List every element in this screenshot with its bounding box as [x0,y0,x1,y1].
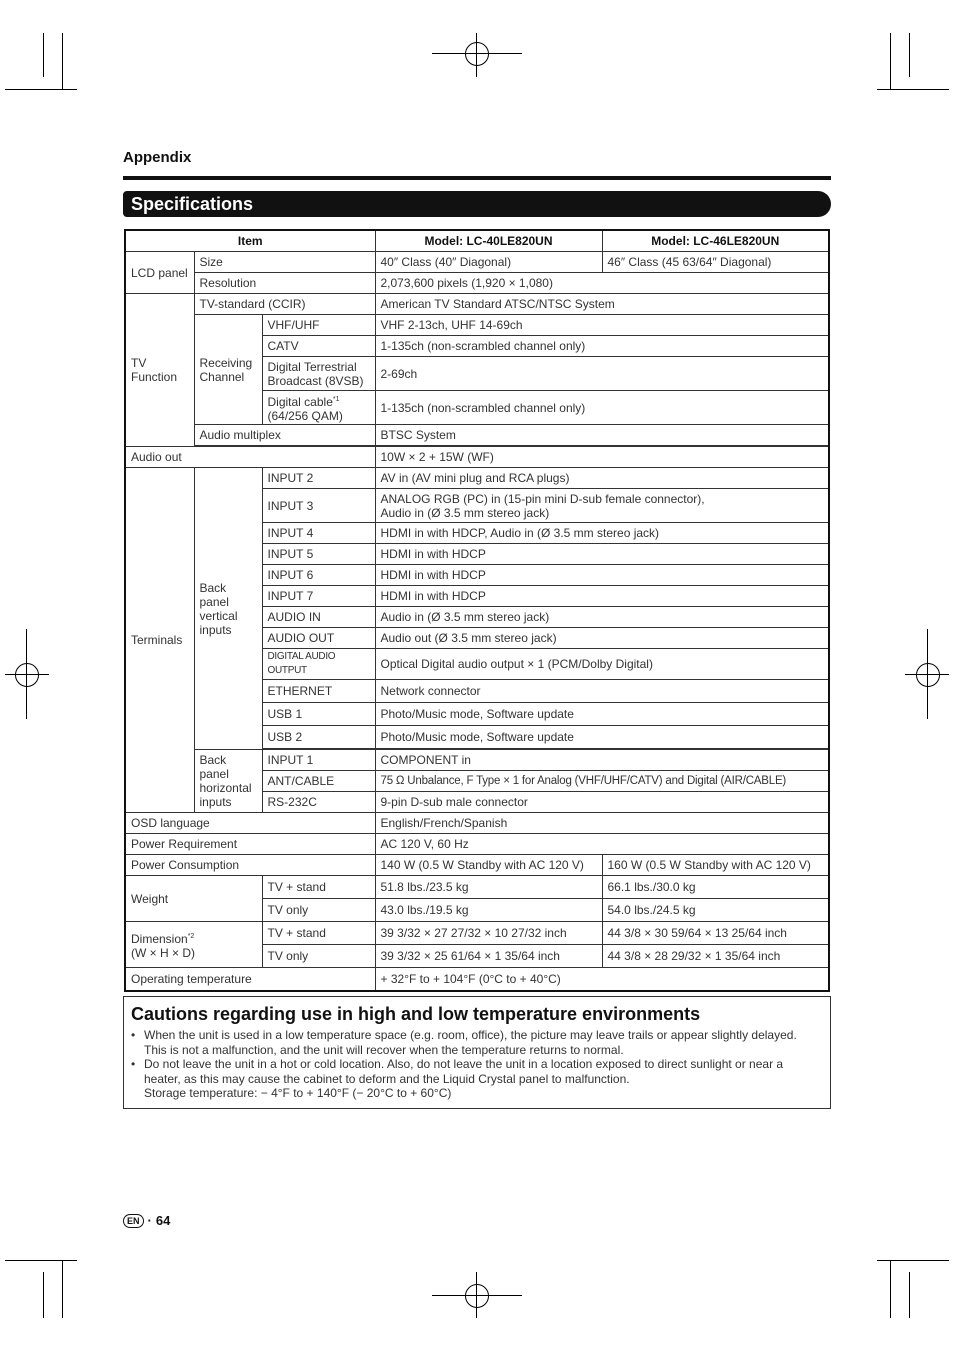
cell-value: Photo/Music mode, Software update [375,726,829,749]
caution-bullet [131,1028,821,1057]
crop-mark [5,89,77,90]
column-header: Model: LC-46LE820UN [602,230,829,252]
row-label: Operating temperature [125,968,375,992]
crop-mark [890,1260,891,1318]
group-label: Back panel vertical inputs [194,468,262,750]
column-header: Item [125,230,375,252]
row-label: INPUT 3 [262,489,375,523]
bullet-symbol: • [131,1028,136,1042]
cell-value: HDMI in with HDCP, Audio in (Ø 3.5 mm stereo jack) [375,523,829,544]
cell-value: Photo/Music mode, Software update [375,703,829,726]
cell-value: HDMI in with HDCP [375,565,829,586]
table-row [125,813,829,834]
group-label: Weight [125,876,262,922]
group-label: Terminals [125,468,194,813]
crop-mark [877,1260,949,1261]
cell-value: 46″ Class (45 63/64″ Diagonal) [602,252,829,273]
row-label: INPUT 7 [262,586,375,607]
cell-value: 40″ Class (40″ Diagonal) [375,252,602,273]
column-header: Model: LC-40LE820UN [375,230,602,252]
cell-value: AV in (AV mini plug and RCA plugs) [375,468,829,489]
cell-value: HDMI in with HDCP [375,544,829,565]
caution-text: Do not leave the unit in a hot or cold location. Also, do not leave the unit in a location exposed to direct sunlight or near a heater, as this may cause the cabinet to deform and the Liquid Crystal panel to malfunction. [144,1057,784,1086]
row-label: Audio multiplex [194,425,375,446]
crop-mark [43,1272,44,1318]
crop-mark [909,33,910,77]
caution-text: When the unit is used in a low temperature space (e.g. room, office), the picture may leave trails or appear slightly delayed. This is not a malfunction, and the unit will recover when the temperature returns to normal. [144,1028,797,1057]
specifications-title: Specifications [131,194,254,214]
cell-line: Audio in (Ø 3.5 mm stereo jack) [380,505,550,520]
cell-value: BTSC System [375,425,829,446]
crop-mark [5,1260,77,1261]
cell-value: 1-135ch (non-scrambled channel only) [375,336,829,357]
cell-value: 43.0 lbs./19.5 kg [375,899,602,922]
row-label: Digital Terrestrial Broadcast (8VSB) [262,357,375,391]
row-label: Size [194,252,375,273]
cell-value: 2,073,600 pixels (1,920 × 1,080) [375,273,829,294]
row-label: Resolution [194,273,375,294]
cell-value: American TV Standard ATSC/NTSC System [375,294,829,315]
table-row [125,922,829,945]
group-label: Back panel horizontal inputs [194,750,262,813]
group-label: Receiving Channel [194,315,262,425]
table-row [125,834,829,855]
cell-value: 51.8 lbs./23.5 kg [375,876,602,899]
cell-value: 2-69ch [375,357,829,391]
cell-value: 75 Ω Unbalance, F Type × 1 for Analog (VHF/UHF/CATV) and Digital (AIR/CABLE) [375,771,829,792]
crop-mark [890,33,891,89]
crop-mark [62,33,63,89]
cell-value: 44 3/8 × 28 29/32 × 1 35/64 inch [602,945,829,968]
cell-value: Network connector [375,680,829,703]
cell-value: 10W × 2 + 15W (WF) [375,447,829,468]
row-label: TV + stand [262,876,375,899]
row-label: CATV [262,336,375,357]
row-label: INPUT 5 [262,544,375,565]
row-label: RS-232C [262,792,375,813]
crop-mark [909,1272,910,1318]
row-label: Power Requirement [125,834,375,855]
row-label: Audio out [125,447,375,468]
cell-value [375,489,829,523]
row-label: DIGITAL AUDIO OUTPUT [262,649,375,680]
cell-value: Audio in (Ø 3.5 mm stereo jack) [375,607,829,628]
cell-value: + 32°F to + 104°F (0°C to + 40°C) [375,968,829,992]
row-label: INPUT 2 [262,468,375,489]
row-label: INPUT 4 [262,523,375,544]
cell-value: 9-pin D-sub male connector [375,792,829,813]
cell-value: VHF 2-13ch, UHF 14-69ch [375,315,829,336]
cell-value: 44 3/8 × 30 59/64 × 13 25/64 inch [602,922,829,945]
cell-value: Optical Digital audio output × 1 (PCM/Dolby Digital) [375,649,829,680]
cautions-title: Cautions regarding use in high and low temperature environments [131,1004,701,1024]
row-label: TV only [262,945,375,968]
caution-bullet [131,1057,821,1101]
page-number: 64 [155,1213,171,1228]
bullet-symbol: • [131,1057,136,1071]
footer-separator: · [147,1213,152,1228]
row-label: USB 2 [262,726,375,749]
cell-value: 140 W (0.5 W Standby with AC 120 V) [375,855,602,876]
row-label [262,391,375,425]
cell-value: Audio out (Ø 3.5 mm stereo jack) [375,628,829,649]
table-row [125,750,829,771]
storage-temperature: Storage temperature: − 4°F to + 140°F (− 20°C to + 60°C) [144,1086,452,1100]
row-label: TV-standard (CCIR) [194,294,375,315]
table-header-row [125,230,829,252]
table-row [125,876,829,899]
cell-value: COMPONENT in [375,750,829,771]
group-label-text: Dimension [131,931,188,946]
cell-value: 54.0 lbs./24.5 kg [602,899,829,922]
row-label: USB 1 [262,703,375,726]
cell-value: 160 W (0.5 W Standby with AC 120 V) [602,855,829,876]
table-row [125,315,829,336]
table-row [125,855,829,876]
group-label-text: (W × H × D) [131,945,196,960]
cell-value: 39 3/32 × 27 27/32 × 10 27/32 inch [375,922,602,945]
table-row [125,294,829,315]
table-row [125,273,829,294]
table-row [125,447,829,468]
cell-value: English/French/Spanish [375,813,829,834]
crop-mark [43,33,44,77]
row-label: AUDIO IN [262,607,375,628]
table-row [125,468,829,489]
row-label: INPUT 1 [262,750,375,771]
table-row [125,968,829,992]
cell-value: 1-135ch (non-scrambled channel only) [375,391,829,425]
row-label: VHF/UHF [262,315,375,336]
table-row [125,252,829,273]
crop-mark [62,1260,63,1318]
row-label: ETHERNET [262,680,375,703]
cell-value: 66.1 lbs./30.0 kg [602,876,829,899]
row-label: ANT/CABLE [262,771,375,792]
footnote-mark: *2 [187,932,195,940]
row-label-text: Digital cable [267,394,333,409]
row-label: AUDIO OUT [262,628,375,649]
group-label: TV Function [125,294,194,447]
section-rule [123,176,831,180]
group-label: LCD panel [125,252,194,294]
row-label-text: (64/256 QAM) [267,408,343,423]
row-label: OSD language [125,813,375,834]
section-heading: Appendix [123,149,192,166]
table-row [125,425,829,446]
row-label: Power Consumption [125,855,375,876]
footnote-mark: *1 [332,395,340,403]
cell-line: ANALOG RGB (PC) in (15-pin mini D-sub female connector), [380,491,705,506]
specifications-table [124,229,830,992]
row-label: TV + stand [262,922,375,945]
crop-mark [877,89,949,90]
cell-value: 39 3/32 × 25 61/64 × 1 35/64 inch [375,945,602,968]
page-footer [123,1213,170,1228]
row-label: TV only [262,899,375,922]
language-badge: EN [123,1214,144,1228]
cell-value: HDMI in with HDCP [375,586,829,607]
group-label [125,922,262,968]
cell-value: AC 120 V, 60 Hz [375,834,829,855]
row-label: INPUT 6 [262,565,375,586]
